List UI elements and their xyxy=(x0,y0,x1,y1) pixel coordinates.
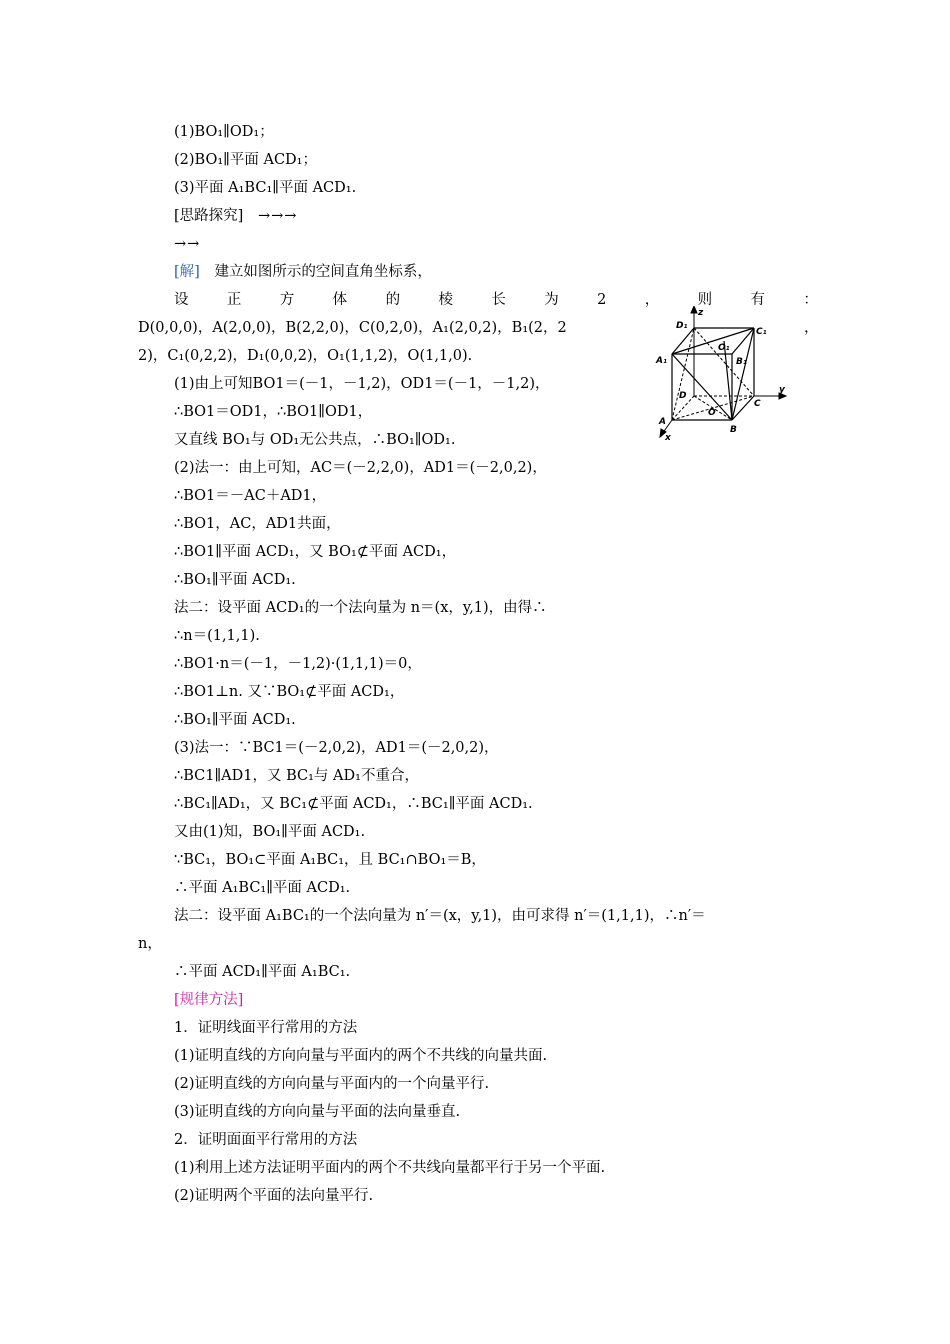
svg-text:A₁: A₁ xyxy=(656,356,667,366)
method-1a: (1)证明直线的方向向量与平面内的两个不共线的向量共面. xyxy=(174,1048,548,1064)
part3-c: ∴BC₁∥AD₁，又 BC₁⊄平面 ACD₁，∴BC₁∥平面 ACD₁. xyxy=(174,796,533,812)
part3-f: ∴平面 A₁BC₁∥平面 ACD₁. xyxy=(174,880,351,896)
spread-word: 体 xyxy=(332,292,348,308)
part3-g: 法二：设平面 A₁BC₁的一个法向量为 n′＝(x，y,1)，由可求得 n′＝(1,1,1)，∴n′＝ xyxy=(174,908,706,924)
svg-text:B₁: B₁ xyxy=(736,357,747,367)
part2-b: ∴BO1＝－AC＋AD1， xyxy=(174,488,327,504)
part2-c: ∴BO1，AC，AD1共面， xyxy=(174,516,341,532)
part3-b: ∴BC1∥AD1，又 BC₁与 AD₁不重合， xyxy=(174,768,419,784)
method-tag: [规律方法] xyxy=(174,992,244,1008)
part3-e: ∵BC₁，BO₁⊂平面 A₁BC₁，且 BC₁∩BO₁＝B， xyxy=(174,852,486,868)
spread-word: 棱 xyxy=(438,292,453,308)
svg-text:C: C xyxy=(754,399,761,409)
explore-arrows: →→→ xyxy=(257,208,298,224)
part3-a: (3)法一：∵BC1＝(－2,0,2)，AD1＝(－2,0,2)， xyxy=(174,740,499,756)
svg-text:x: x xyxy=(665,433,671,443)
explore-arrows-2: →→ xyxy=(174,236,201,252)
solution-tag: [解] xyxy=(174,264,200,280)
spread-word: ， xyxy=(644,292,660,308)
coords-line-1-end: ， xyxy=(804,320,819,336)
coords-line-1: D(0,0,0)，A(2,0,0)，B(2,2,0)，C(0,2,0)，A₁(2,0,2)，B₁(2，2 xyxy=(138,320,567,336)
method-2b: (2)证明两个平面的法向量平行. xyxy=(174,1188,374,1204)
explore-label: [思路探究] xyxy=(174,208,244,224)
spread-word: 长 xyxy=(491,292,506,308)
svg-text:B: B xyxy=(730,425,737,435)
method-1c: (3)证明直线的方向向量与平面的法向量垂直. xyxy=(174,1104,461,1120)
intro-item-3: (3)平面 A₁BC₁∥平面 ACD₁. xyxy=(174,180,357,196)
spread-word: 则 xyxy=(697,292,713,308)
coords-line-2: 2)，C₁(0,2,2)，D₁(0,0,2)，O₁(1,1,2)，O(1,1,0). xyxy=(138,348,473,364)
part3-i: ∴平面 ACD₁∥平面 A₁BC₁. xyxy=(174,964,351,980)
part2-j: ∴BO₁∥平面 ACD₁. xyxy=(174,712,296,728)
method-heading-2: 2．证明面面平行常用的方法 xyxy=(174,1132,358,1148)
part3-h: n， xyxy=(138,936,162,952)
solution-setup-line xyxy=(174,262,432,282)
spread-word: 方 xyxy=(279,292,295,308)
part2-e: ∴BO₁∥平面 ACD₁. xyxy=(174,572,296,588)
spread-word: 为 xyxy=(544,292,559,308)
cube-diagram xyxy=(652,306,788,446)
spread-word: 的 xyxy=(385,292,401,308)
method-2a: (1)利用上述方法证明平面内的两个不共线向量都平行于另一个平面. xyxy=(174,1160,606,1176)
intro-item-1: (1)BO₁∥OD₁； xyxy=(174,124,274,140)
part2-i: ∴BO1⊥n. 又∵BO₁⊄平面 ACD₁， xyxy=(174,684,405,700)
svg-text:D₁: D₁ xyxy=(676,321,688,331)
part3-d: 又由(1)知，BO₁∥平面 ACD₁. xyxy=(174,824,366,840)
part2-d: ∴BO1∥平面 ACD₁，又 BO₁⊄平面 ACD₁， xyxy=(174,544,457,560)
svg-text:z: z xyxy=(698,308,704,318)
svg-text:C₁: C₁ xyxy=(756,327,767,337)
svg-text:O: O xyxy=(708,408,716,418)
spread-word: 正 xyxy=(226,292,242,308)
cube-coordinate-figure xyxy=(652,306,788,446)
svg-text:y: y xyxy=(779,385,785,395)
part2-f: 法二：设平面 ACD₁的一个法向量为 n＝(x，y,1)，由得∴ xyxy=(174,600,547,616)
intro-item-2: (2)BO₁∥平面 ACD₁； xyxy=(174,152,317,168)
explore-line xyxy=(174,206,297,226)
method-1b: (2)证明直线的方向向量与平面内的一个向量平行. xyxy=(174,1076,490,1092)
part1-c: 又直线 BO₁与 OD₁无公共点，∴BO₁∥OD₁. xyxy=(174,432,456,448)
spread-word: 2 xyxy=(597,292,607,308)
svg-text:A: A xyxy=(659,417,666,427)
svg-text:O₁: O₁ xyxy=(718,343,730,353)
part1-b: ∴BO1＝OD1，∴BO1∥OD1， xyxy=(174,404,373,420)
spread-word: 设 xyxy=(174,292,189,308)
part1-a: (1)由上可知BO1＝(－1，－1,2)，OD1＝(－1，－1,2)， xyxy=(174,376,550,392)
part2-a: (2)法一：由上可知，AC＝(－2,2,0)，AD1＝(－2,0,2)， xyxy=(174,460,547,476)
svg-text:D: D xyxy=(679,391,687,401)
spread-word: 有 xyxy=(750,292,766,308)
spread-word: ： xyxy=(803,292,818,308)
solution-setup: 建立如图所示的空间直角坐标系， xyxy=(214,264,432,280)
method-heading-1: 1．证明线面平行常用的方法 xyxy=(174,1020,358,1036)
part2-g: ∴n＝(1,1,1). xyxy=(174,628,260,644)
part2-h: ∴BO1·n＝(－1，－1,2)·(1,1,1)＝0， xyxy=(174,656,422,672)
